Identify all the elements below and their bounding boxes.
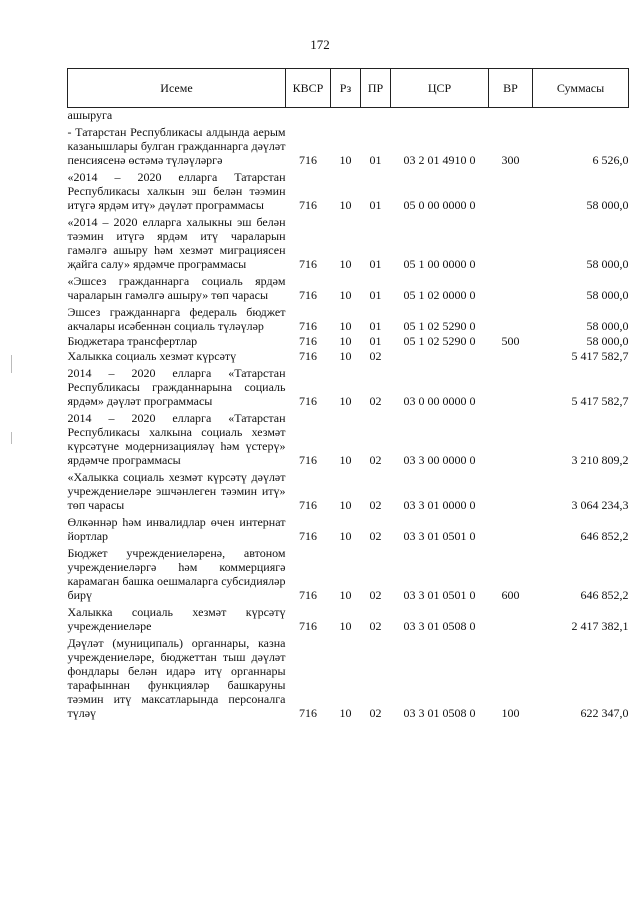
row-vr: 300 [501, 153, 520, 167]
row-sum: 2 417 382,1 [571, 619, 629, 633]
row-vr [489, 274, 533, 305]
column-header-sum: Суммасы [533, 69, 629, 108]
row-rz: 10 [339, 334, 352, 348]
row-vr [489, 108, 533, 126]
row-csr: 03 3 01 0508 0 [403, 706, 476, 720]
row-rz: 10 [339, 529, 352, 543]
row-vr [489, 605, 533, 636]
row-name: «Халыкка социаль хезмәт күрсәтү дәүләт учреждениеләре эшчәнлеген тәэмин итү» төп чарасы [67, 470, 286, 512]
scan-margin-mark [11, 432, 12, 444]
row-vr [489, 470, 533, 515]
table-row [68, 546, 629, 605]
row-sum: 646 852,2 [580, 588, 629, 602]
row-kvsr: 716 [299, 394, 317, 408]
row-pr: 01 [369, 198, 382, 212]
row-rz: 10 [339, 288, 352, 302]
column-header-csr: ЦСР [391, 69, 489, 108]
row-kvsr: 716 [299, 619, 317, 633]
row-csr: 05 1 02 0000 0 [403, 288, 476, 302]
table-row [68, 349, 629, 366]
row-sum: 5 417 582,7 [571, 349, 629, 363]
table-row [68, 108, 629, 126]
row-vr [489, 170, 533, 215]
row-vr: 500 [501, 334, 520, 348]
row-csr: 05 1 02 5290 0 [403, 334, 476, 348]
row-sum: 58 000,0 [586, 257, 629, 271]
row-csr: 03 3 01 0508 0 [403, 619, 476, 633]
row-rz: 10 [339, 153, 352, 167]
row-vr [489, 366, 533, 411]
row-kvsr: 716 [299, 529, 317, 543]
row-name: Өлкәннәр һәм инвалидлар өчен интернат йортлар [67, 515, 286, 543]
row-kvsr: 716 [299, 453, 317, 467]
row-rz: 10 [339, 394, 352, 408]
table-header-row [68, 69, 629, 108]
row-pr: 02 [369, 706, 382, 720]
row-vr: 600 [501, 588, 520, 602]
column-header-pr: ПР [361, 69, 391, 108]
table-row [68, 170, 629, 215]
row-rz: 10 [339, 453, 352, 467]
table-row [68, 605, 629, 636]
row-csr: 03 3 01 0501 0 [403, 529, 476, 543]
row-kvsr: 716 [299, 198, 317, 212]
column-header-kvsr: КВСР [286, 69, 331, 108]
row-csr: 05 0 00 0000 0 [403, 198, 476, 212]
row-kvsr: 716 [299, 153, 317, 167]
row-csr: 03 3 01 0501 0 [403, 588, 476, 602]
row-name: Халыкка социаль хезмәт күрсәтү [67, 349, 237, 363]
row-sum: 622 347,0 [580, 706, 629, 720]
row-vr [489, 411, 533, 470]
row-rz [331, 108, 361, 126]
row-vr [489, 305, 533, 334]
row-kvsr: 716 [299, 498, 317, 512]
row-name: 2014 – 2020 елларга «Татарстан Республикасы халкына социаль хезмәт күрсәтүне модернизацияләү һәм үстерү» ярдәмче программасы [67, 411, 286, 467]
row-rz: 10 [339, 257, 352, 271]
row-vr [489, 215, 533, 274]
table-row [68, 411, 629, 470]
row-csr: 03 3 00 0000 0 [403, 453, 476, 467]
column-header-name: Исеме [68, 69, 286, 108]
row-pr: 02 [369, 349, 382, 363]
page-number: 172 [310, 37, 330, 52]
row-sum: 6 526,0 [592, 153, 629, 167]
row-csr: 03 2 01 4910 0 [403, 153, 476, 167]
row-vr [489, 349, 533, 366]
table-row [68, 274, 629, 305]
row-name: Бюджет учреждениеләренә, автоном учреждениеләргә һәм коммерциягә карамаган башка оешмаларга субсидияләр бирү [67, 546, 286, 602]
row-name: ашыруга [67, 108, 113, 122]
row-rz: 10 [339, 706, 352, 720]
row-vr: 100 [501, 706, 520, 720]
row-kvsr: 716 [299, 319, 317, 333]
row-pr: 02 [369, 453, 382, 467]
row-rz: 10 [339, 198, 352, 212]
scan-margin-mark [11, 355, 12, 373]
table-row [68, 515, 629, 546]
row-name: Дәүләт (муниципаль) органнары, казна учреждениеләре, бюджеттан тыш дәүләт фондлары белән идарә итү органнары тарафыннан функцияләр башкаруны тәэмин итү максатларында персоналга түләү [67, 636, 286, 720]
row-csr: 03 0 00 0000 0 [403, 394, 476, 408]
table-row [68, 366, 629, 411]
row-kvsr: 716 [299, 288, 317, 302]
row-sum: 3 064 234,3 [571, 498, 629, 512]
row-name: «2014 – 2020 елларга халыкны эш белән тәэмин итүгә ярдәм итү чараларын гамәлгә ашыру һәм хезмәт миграциясен җайга салу» ярдәмче программасы [67, 215, 286, 271]
table-row [68, 636, 629, 721]
row-name: «2014 – 2020 елларга Татарстан Республикасы халкын эш белән тәэмин итүгә ярдәм итү» дәүләт программасы [67, 170, 286, 212]
row-kvsr: 716 [299, 257, 317, 271]
row-name: Халыкка социаль хезмәт күрсәтү учреждениеләре [67, 605, 286, 633]
row-name: Бюджетара трансфертлар [67, 334, 198, 348]
column-header-vr: ВР [489, 69, 533, 108]
row-sum: 646 852,2 [580, 529, 629, 543]
table-row [68, 305, 629, 334]
row-pr: 01 [369, 153, 382, 167]
row-sum: 58 000,0 [586, 288, 629, 302]
budget-table [67, 68, 629, 721]
column-header-rz: Рз [331, 69, 361, 108]
row-csr: 05 1 00 0000 0 [403, 257, 476, 271]
row-kvsr: 716 [299, 588, 317, 602]
row-kvsr [286, 108, 331, 126]
row-kvsr: 716 [299, 349, 317, 363]
row-csr [391, 108, 489, 126]
row-kvsr: 716 [299, 334, 317, 348]
row-sum: 3 210 809,2 [571, 453, 629, 467]
row-name: 2014 – 2020 елларга «Татарстан Республикасы гражданнарына социаль ярдәм» дәүләт программасы [67, 366, 286, 408]
row-pr: 01 [369, 334, 382, 348]
row-name: «Эшсез гражданнарга социаль ярдәм чараларын гамәлгә ашыру» төп чарасы [67, 274, 286, 302]
row-pr: 02 [369, 529, 382, 543]
row-name: - Татарстан Республикасы алдында аерым казанышлары булган гражданнарга дәүләт пенсиясенә өстәмә түләүләргә [67, 125, 286, 167]
row-vr [489, 515, 533, 546]
row-pr: 02 [369, 588, 382, 602]
row-sum: 58 000,0 [586, 334, 629, 348]
row-name: Эшсез гражданнарга федераль бюджет акчалары исәбеннән социаль түләүләр [67, 305, 286, 333]
row-sum: 58 000,0 [586, 319, 629, 333]
row-rz: 10 [339, 498, 352, 512]
row-sum: 58 000,0 [586, 198, 629, 212]
row-kvsr: 716 [299, 706, 317, 720]
row-rz: 10 [339, 319, 352, 333]
row-rz: 10 [339, 619, 352, 633]
row-pr: 02 [369, 619, 382, 633]
row-pr: 01 [369, 257, 382, 271]
row-pr: 01 [369, 319, 382, 333]
row-rz: 10 [339, 349, 352, 363]
row-pr: 02 [369, 498, 382, 512]
table-row [68, 470, 629, 515]
row-sum: 5 417 582,7 [571, 394, 629, 408]
table-row [68, 215, 629, 274]
table-row [68, 125, 629, 170]
row-pr: 01 [369, 288, 382, 302]
row-pr [361, 108, 391, 126]
row-sum [533, 108, 629, 126]
table-row [68, 334, 629, 349]
row-rz: 10 [339, 588, 352, 602]
row-csr: 05 1 02 5290 0 [403, 319, 476, 333]
row-pr: 02 [369, 394, 382, 408]
row-csr: 03 3 01 0000 0 [403, 498, 476, 512]
row-csr [391, 349, 489, 366]
